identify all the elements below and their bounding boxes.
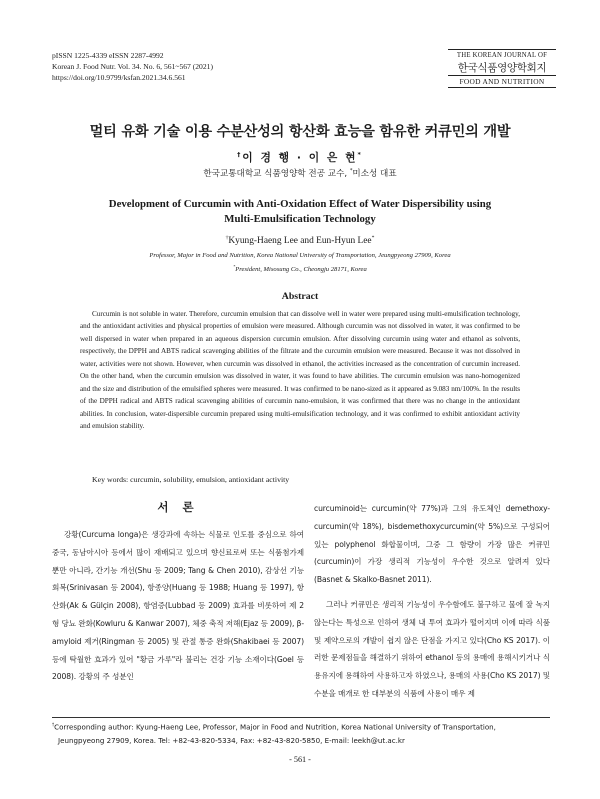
english-affiliation-1: Professor, Major in Food and Nutrition, Korea National University of Transportation, Jeungpyeong 27909, Korea xyxy=(149,252,451,259)
page-number: - 561 - xyxy=(289,755,311,764)
right-column xyxy=(314,500,550,703)
footnote-divider xyxy=(52,717,550,718)
journal-logo-box xyxy=(448,49,556,88)
left-column xyxy=(52,526,304,686)
korean-title: 멀티 유화 기술 이용 수분산성의 항산화 효능을 함유한 커큐민의 개발 xyxy=(89,124,511,140)
journal-metadata xyxy=(52,50,213,83)
affiliation-mark: * xyxy=(233,263,236,269)
footnote-mark: † xyxy=(52,723,55,728)
journal-bottom-rule xyxy=(448,87,556,88)
journal-name-korean: 한국식품영양학회지 xyxy=(457,62,547,74)
journal-name-top: THE KOREAN JOURNAL OF xyxy=(456,52,548,59)
section-heading-introduction: 서 론 xyxy=(157,500,199,514)
english-title-line1: Development of Curcumin with Anti-Oxidation Effect of Water Dispersibility using xyxy=(108,198,492,210)
footnote-line-2: Jeungpyeong 27909, Korea. Tel: +82-43-820-5334, Fax: +82-43-820-5850, E-mail: leekh@ut.ac.kr xyxy=(58,736,405,746)
english-affiliation-2 xyxy=(40,262,560,276)
intro-paragraph-1: 강황(Curcuma longa)은 생강과에 속하는 식물로 인도를 중심으로 하여 중국, 동남아시아 등에서 많이 재배되고 있으며 향신료로써 또는 식품첨가제뿐만 아니라, 간기능 개선(Shu 등 2009; Tang & Chen 2010), 감상선 기능회복(Srinivasan 등 2004), 항종양(Huang 등 1988; Huang 등 1997), 항산화(Ak & Gülçin 2008), 항염증(Lubbad 등 2009) 효과를 비롯하여 제 2형 당뇨 완화(Kowluru & Kanwar 2007), 체중 축적 저해(Ejaz 등 2009), β-amyloid 제거(Ringman 등 2005) 및 관절 통증 완화(Shakibaei 등 2007) 등에 탁월한 효과가 있어 "황금 가루"라 불리는 건강 기능 소재이다(Goel 등 2008). 강황의 주 성분인 xyxy=(52,530,304,682)
english-affiliations xyxy=(40,251,560,275)
intro-paragraph-1-cont: curcuminoid는 curcumin(약 77%)과 그의 유도체인 demethoxy-curcumin(약 18%), bisdemethoxycurcumin(약 5%)으로 구성되어있는 polyphenol 화합물이며, 그중 그 함량이 가장 많은 커큐민(curcumin)이 가장 생리적 기능성이 우수한 것으로 알려져 있다(Basnet & Skalko-Basnet 2011). xyxy=(314,504,550,585)
footnote-line-1 xyxy=(52,719,552,734)
english-title xyxy=(60,197,540,227)
english-affiliation-2-text: President, Misosung Co., Cheongju 28171, Korea xyxy=(235,265,367,273)
affiliation-mark: * xyxy=(349,168,353,175)
author-mark: * xyxy=(371,235,375,241)
korean-affiliation-primary: 한국교통대학교 식품영양학 전공 교수, xyxy=(203,169,350,179)
keywords: Key words: curcumin, solubility, emulsion, antioxidant activity xyxy=(92,475,290,484)
korean-affiliation xyxy=(40,167,560,179)
abstract-body: Curcumin is not soluble in water. Therefore, curcumin emulsion that can dissolve well in water were prepared using multi-emulsification technology, and the antioxidant activities and physical properties of emulsion were measured. Although curcumin was not dissolved in water, it was confirmed to be well dispersed in water when prepared in an aqueous dispersion curcumin emulsion. After dissolving curcumin using water and ethanol as solvents, respectively, the DPPH and ABTS radical scavenging abilities of the filtrate and the curcumin emulsion were measured. Because it was not dissolved in water, activities were not shown. However, when curcumin was dissolved in ethanol, the activities increased as the concentration of curcumin increased. On the other hand, when the curcumin emulsion was dissolved in water, it was found to have abilities. The curcumin emulsion was nano-homogenized and the size and distribution of the emulsified spheres were measured. It was confirmed to be nano-sized as it appeared as 9.083 nm/100%. In the results of the DPPH radical and ABTS radical scavenging abilities of curcumin nano-emulsion, it was confirmed that there was no change in the antioxidant abilities. In conclusion, water-dispersible curcumin prepared using multi-emulsification technology, and it was confirmed to exhibit antioxidant activity and emulsion stability. xyxy=(80,310,520,431)
korean-affiliation-secondary: 미소성 대표 xyxy=(352,169,397,179)
footnote-line-1-text: Corresponding author: Kyung-Haeng Lee, Professor, Major in Food and Nutrition, Korea National University of Transportation, xyxy=(54,722,496,732)
english-author-names: Kyung-Haeng Lee and Eun-Hyun Lee xyxy=(228,236,372,247)
corresponding-mark: † xyxy=(225,235,229,241)
issn-line: pISSN 1225-4339 eISSN 2287-4992 xyxy=(52,51,164,60)
english-authors xyxy=(40,235,560,246)
paragraph-gap xyxy=(314,589,550,596)
english-title-line2: Multi-Emulsification Technology xyxy=(224,213,376,225)
abstract-heading: Abstract xyxy=(281,291,319,302)
intro-paragraph-2: 그러나 커큐민은 생리적 기능성이 우수함에도 불구하고 물에 잘 녹지 않는다는 특성으로 인하여 생체 내 투여 효과가 떨어지며 이에 따라 식품 및 제약으로의 개발이 쉽지 않은 단점을 가지고 있다(Cho KS 2017). 이러한 문제점들을 해결하기 위하여 ethanol 등의 용매에 용해시키거나 식용유지에 용해하여 사용하고자 하였으나, 용매의 사용(Cho KS 2017) 및 수분을 매개로 한 대부분의 식품에 사용이 매우 제 xyxy=(314,599,550,698)
korean-authors xyxy=(40,150,560,165)
corresponding-author-footnote xyxy=(52,719,552,748)
journal-name-bottom: FOOD AND NUTRITION xyxy=(459,77,545,86)
korean-author-names: 이 경 행 · 이 은 현 xyxy=(242,151,358,164)
citation-line: Korean J. Food Nutr. Vol. 34. No. 6, 561~567 (2021) xyxy=(52,62,213,71)
author-mark: * xyxy=(357,150,363,159)
corresponding-mark: † xyxy=(237,150,243,159)
doi-link[interactable]: https://doi.org/10.9799/ksfan.2021.34.6.561 xyxy=(52,73,186,82)
